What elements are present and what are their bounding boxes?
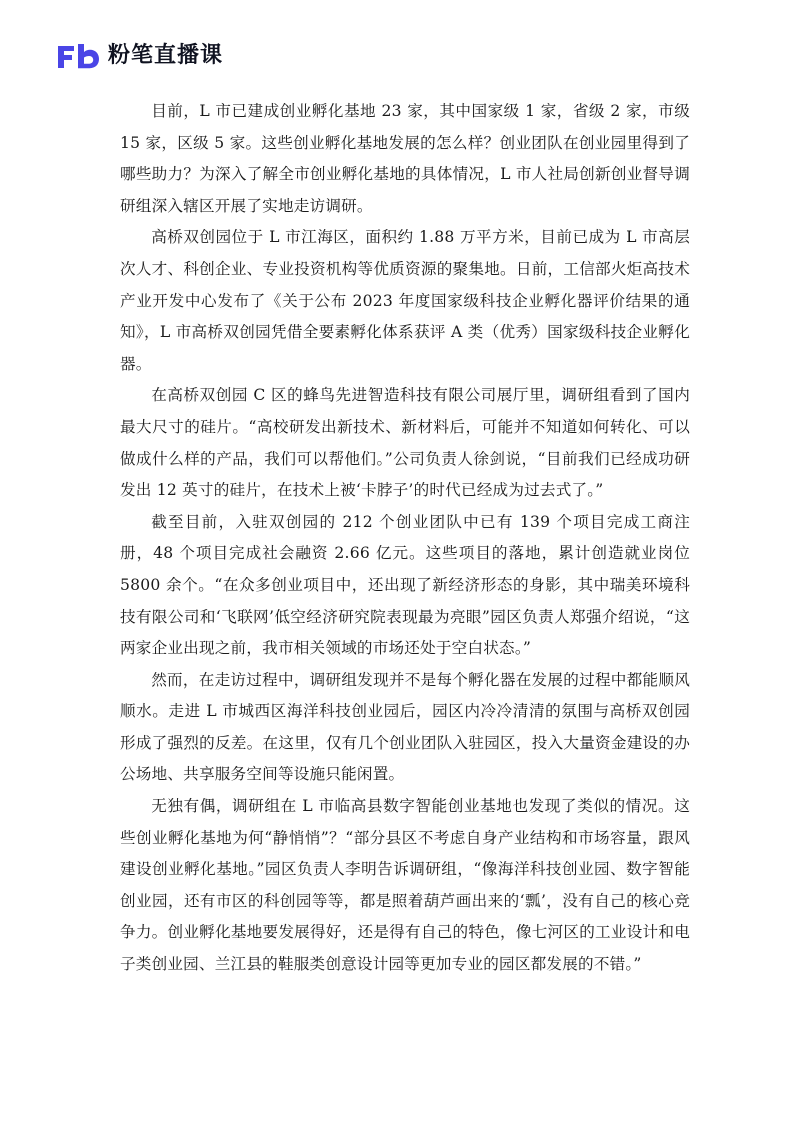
brand-name: 粉笔直播课 [108,43,224,68]
paragraph-5: 然而，在走访过程中，调研组发现并不是每个孵化器在发展的过程中都能顺风顺水。走进 L 市城西区海洋科技创业园后，园区内冷冷清清的氛围与高桥双创园形成了强烈的反差。在这里，仅有几个创业团队入驻园区，投入大量资金建设的办公场地、共享服务空间等设施只能闲置。 [120,670,690,784]
paragraph-2: 高桥双创园位于 L 市江海区，面积约 1.88 万平方米，目前已成为 L 市高层次人才、科创企业、专业投资机构等优质资源的聚集地。日前，工信部火炬高技术产业开发中心发布了《关于公布 2023 年度国家级科技企业孵化器评价结果的通知》，L 市高桥双创园凭借全要素孵化体系获评 A 类（优秀）国家级科技企业孵化器。 [120,228,690,373]
paragraph-3: 在高桥双创园 C 区的蜂鸟先进智造科技有限公司展厅里，调研组看到了国内最大尺寸的硅片。“高校研发出新技术、新材料后，可能并不知道如何转化、可以做成什么样的产品，我们可以帮他们。”公司负责人徐剑说，“目前我们已经成功研发出 12 英寸的硅片，在技术上被‘卡脖子’的时代已经成为过去式了。” [120,386,690,500]
paragraph-4: 截至目前，入驻双创园的 212 个创业团队中已有 139 个项目完成工商注册，48 个项目完成社会融资 2.66 亿元。这些项目的落地，累计创造就业岗位 5800 余个。“在众多创业项目中，还出现了新经济形态的身影，其中瑞美环境科技有限公司和‘飞联网’低空经济研究院表现最为亮眼”园区负责人郑强介绍说，“这两家企业出现之前，我市相关领域的市场还处于空白状态。” [120,512,690,658]
article-body [120,96,690,981]
fb-logo-icon [56,42,102,70]
paragraph-1: 目前，L 市已建成创业孵化基地 23 家，其中国家级 1 家，省级 2 家，市级 15 家，区级 5 家。这些创业孵化基地发展的怎么样？创业团队在创业园里得到了哪些助力？为深入了解全市创业孵化基地的具体情况，L 市人社局创新创业督导调研组深入辖区开展了实地走访调研。 [120,102,690,215]
paragraph-6: 无独有偶，调研组在 L 市临高县数字智能创业基地也发现了类似的情况。这些创业孵化基地为何“静悄悄”？“部分县区不考虑自身产业结构和市场容量，跟风建设创业孵化基地。”园区负责人李明告诉调研组，“像海洋科技创业园、数字智能创业园，还有市区的科创园等等，都是照着葫芦画出来的‘瓢’，没有自己的核心竞争力。创业孵化基地要发展得好，还是得有自己的特色，像七河区的工业设计和电子类创业园、兰江县的鞋服类创意设计园等更加专业的园区都发展的不错。” [120,797,690,974]
header [56,40,223,72]
